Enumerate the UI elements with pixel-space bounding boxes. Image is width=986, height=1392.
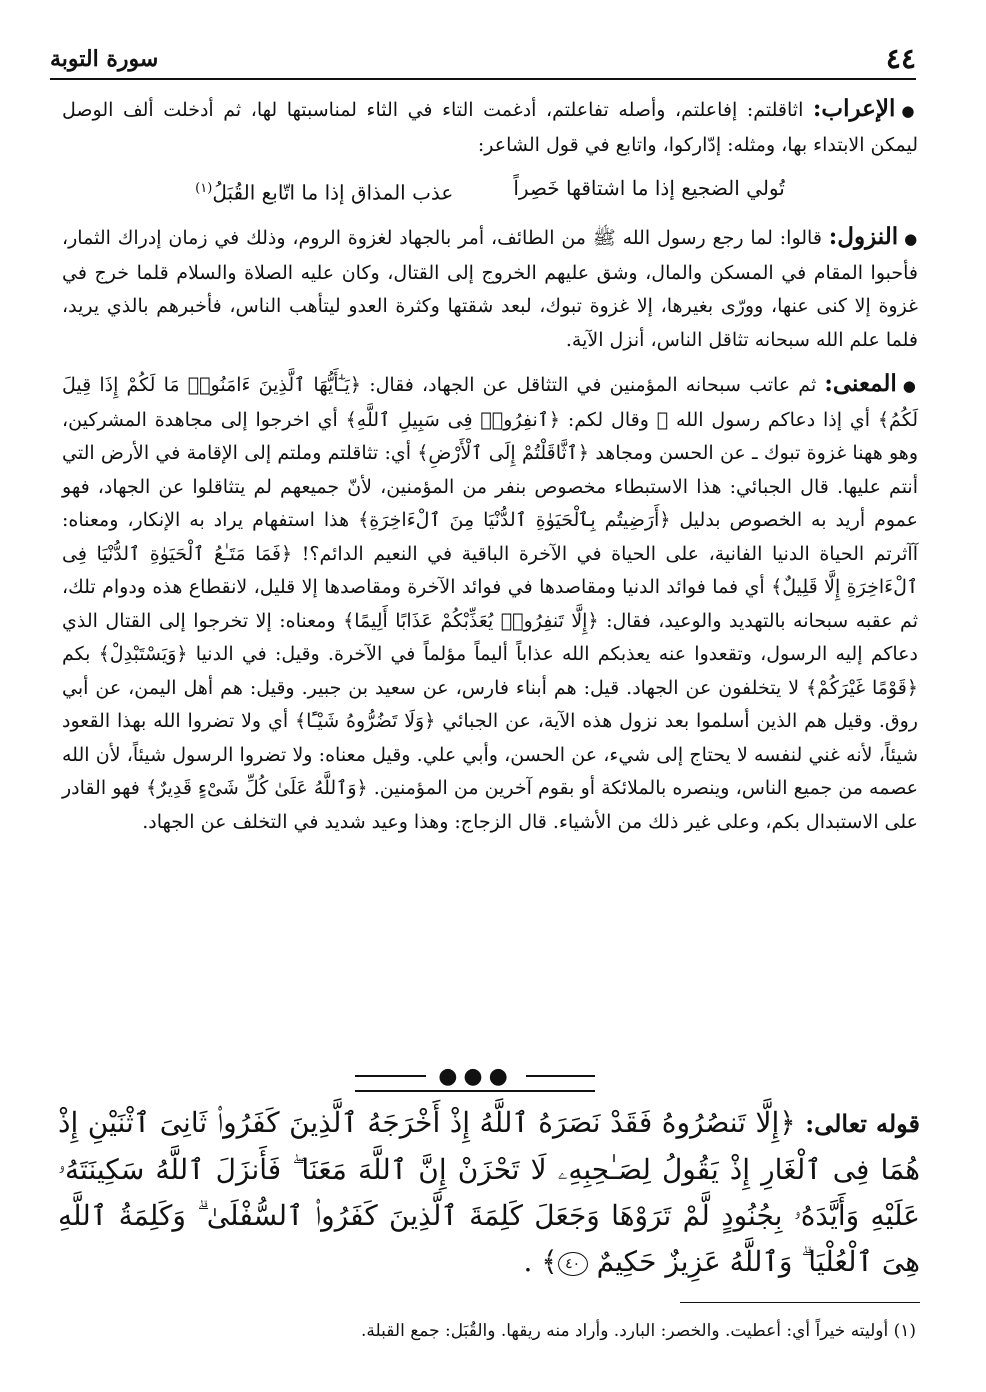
quran-verse-block — [58, 1100, 920, 1285]
quran-quote: ﴿أَرَضِيتُم بِٱلْحَيَوٰةِ ٱلدُّنْيَا مِنَ ٱلْءَاخِرَةِ﴾ — [358, 509, 671, 532]
mana-text: فهو القادر على الاستبدال بكم، وعلى غير ذلك من الأشياء. قال الزجاج: وهذا وعيد شديد في التخلف عن الجهاد. — [62, 777, 918, 833]
poem-hemistich-left-text: عذب المذاق إذا ما اتّابع القُبَلُ — [212, 180, 454, 205]
irab-paragraph — [62, 92, 918, 162]
footnote-reference: (١) — [195, 181, 213, 196]
quran-quote: ﴿وَٱللَّهُ عَلَىٰ كُلِّ شَىْءٍ قَدِيرٌ﴾ — [145, 777, 368, 800]
quran-quote: ﴿إِلَّا تَنفِرُوا۟ يُعَذِّبْكُمْ عَذَابًا أَلِيمًا﴾ — [343, 609, 599, 632]
mana-text: لا يتخلفون عن الجهاد. قيل: هم أبناء فارس، عن سعيد بن جبير. وقيل: هم أهل اليمن، عن أبي روق. وقيل هم الذين أسلموا بعد نزول هذه الآية، عن الجبائي — [62, 676, 918, 733]
mana-text: أي اخرجوا إلى مجاهدة المشركين، وهو ههنا غزوة تبوك ـ عن الحسن ومجاهد — [62, 408, 918, 465]
mana-text: أي ولا تضروا الله بهذا القعود شيئاً، لأنه غني لنفسه لا يحتاج إلى شيء، عن الحسن، وأبي علي. وقيل معناه: ولا تضروا الرسول شيئاً، لأن الله عصمه من جميع الناس، وينصره بالملائكة أو بقوم آخرين من المؤمنين. — [62, 710, 919, 800]
quran-quote: ﴿يَـٰٓأَيُّهَا ٱلَّذِينَ ءَامَنُوا۟ مَا لَكُمْ إِذَا قِيلَ لَكُمُ﴾ — [62, 374, 918, 431]
separator-dots: ●●● — [426, 1064, 526, 1089]
verse-close: ﴾ . — [523, 1245, 558, 1278]
mana-label: المعنى: — [824, 370, 897, 398]
poem-hemistich-left — [195, 172, 453, 210]
poem-verse — [62, 172, 918, 210]
irab-text: اثاقلتم: إفاعلتم، وأصله تفاعلتم، أدغمت التاء في الثاء لمناسبتها لها، ثم أدخلت ألف الوصل ليمكن الابتداء بها، ومثله: إدّاركوا، واتابع في قول الشاعر: — [62, 99, 918, 156]
mana-text: ومعناه: إلا تخرجوا إلى القتال الذي دعاكم إليه الرسول، وتقعدوا عنه يعذبكم الله عذاباً أليماً مؤلماً في الآخرة. وقيل: في الدنيا — [62, 609, 918, 666]
mana-text: أي فما فوائد الدنيا ومقاصدها في فوائد الآخرة ومقاصدها إلا قليل، لانقطاع هذه ودوام تلك، ثم عقبه سبحانه بالتهديد والوعيد، فقال: — [62, 576, 918, 632]
quran-quote: ﴿قَوْمًا غَيْرَكُمْ﴾ — [806, 676, 918, 699]
mana-text: أي إذا دعاكم رسول الله ﷺ وقال لكم: — [567, 408, 871, 431]
mana-text: أي: تثاقلتم وملتم إلى الإقامة في الأرض التي أنتم عليها. قال الجبائي: هذا الاستبطاء مخصوص بنفر من المؤمنين، لأنّ جميعهم لم يتثاقلوا عن الجهاد، فهو عموم أريد به الخصوص بدليل — [62, 442, 918, 532]
verse-text: ﴿إِلَّا تَنصُرُوهُ فَقَدْ نَصَرَهُ ٱللَّهُ إِذْ أَخْرَجَهُ ٱلَّذِينَ كَفَرُوا۟ ثَانِىَ ٱثْنَيْنِ إِذْ هُمَا فِى ٱلْغَارِ إِذْ يَقُولُ لِصَـٰحِبِهِۦ لَا تَحْزَنْ إِنَّ ٱللَّهَ مَعَنَا ۖ فَأَنزَلَ ٱللَّهُ سَكِينَتَهُۥ عَلَيْهِ وَأَيَّدَهُۥ بِجُنُودٍ لَّمْ تَرَوْهَا وَجَعَلَ كَلِمَةَ ٱلَّذِينَ كَفَرُوا۟ ٱلسُّفْلَىٰ ۗ وَكَلِمَةُ ٱللَّهِ هِىَ ٱلْعُلْيَا ۗ وَٱللَّهُ عَزِيزٌ حَكِيمٌ — [58, 1106, 920, 1278]
commentary-body — [62, 92, 918, 849]
verse-label: قوله تعالى: — [805, 1109, 921, 1138]
mana-paragraph — [62, 367, 918, 839]
nuzul-text: قالوا: لما رجع رسول الله ﷺ من الطائف، أمر بالجهاد لغزوة الروم، وذلك في زمان إدراك الثمار، فأحبوا المقام في المسكن والمال، وشق عليهم الخروج إلى القتال، وكان عليه الصلاة والسلام قلما خرج في غزوة إلا كنى عنها، وورّى بغيرها، إلا غزوة تبوك، لبعد شقتها وكثرة العدو ليتأهب الناس، فأخبرهم بالذي يريد، فلما علم الله سبحانه تثاقل الناس، أنزل الآية. — [62, 227, 918, 351]
verse-number: ٤٠ — [558, 1252, 588, 1276]
footnote: (١) أوليته خيراً أي: أعطيت. والخصر: البارد. وأراد منه ريقها. والقُبَل: جمع القبلة. — [361, 1321, 916, 1341]
surah-title: سورة التوبة — [50, 46, 159, 72]
mana-text: ثم عاتب سبحانه المؤمنين في التثاقل عن الجهاد، فقال: — [369, 374, 817, 397]
poem-hemistich-right: تُولي الضجيع إذا ما اشتاقها خَصِراً — [513, 176, 785, 200]
quran-quote: ﴿وَلَا تَضُرُّوهُ شَيْـًٔا﴾ — [294, 710, 436, 733]
section-divider-bottom — [355, 1090, 595, 1092]
mana-text: هذا استفهام يراد به الإنكار، ومعناه: آآثرتم الحياة الدنيا الفانية، على الحياة في الآخرة الباقية في النعيم الدائم؟! — [62, 509, 918, 565]
quran-quote: ﴿فَمَا مَتَـٰعُ ٱلْحَيَوٰةِ ٱلدُّنْيَا فِى ٱلْءَاخِرَةِ إِلَّا قَلِيلٌ﴾ — [62, 542, 919, 599]
nuzul-paragraph — [62, 220, 918, 357]
mana-text: بكم — [62, 643, 91, 666]
footnote-rule — [680, 1302, 920, 1303]
page-number: ٤٤ — [885, 42, 916, 75]
bullet-icon: ● — [904, 230, 918, 249]
quran-quote: ﴿ٱثَّاقَلْتُمْ إِلَى ٱلْأَرْضِ﴾ — [417, 442, 590, 465]
bullet-icon: ● — [901, 102, 918, 120]
page-header — [50, 38, 916, 80]
irab-label: الإعراب: — [812, 95, 896, 122]
quran-quote: ﴿وَيَسْتَبْدِلْ﴾ — [98, 643, 188, 666]
bullet-icon: ● — [902, 377, 918, 396]
nuzul-label: النزول: — [828, 223, 899, 251]
quran-quote: ﴿ٱنفِرُوا۟ فِى سَبِيلِ ٱللَّهِ﴾ — [345, 408, 561, 431]
